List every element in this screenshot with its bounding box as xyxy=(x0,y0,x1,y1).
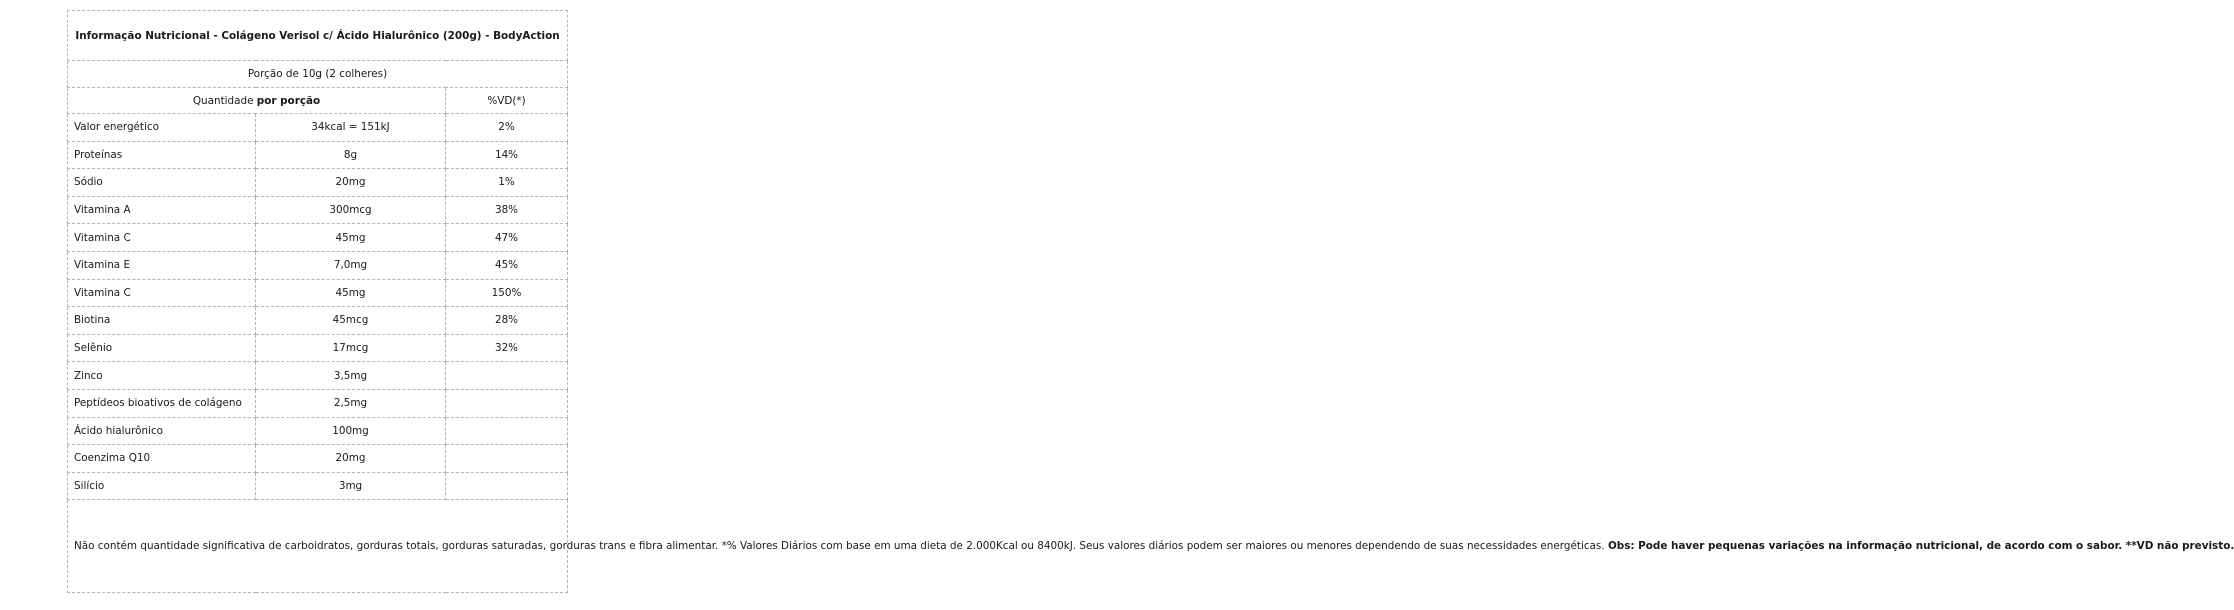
nutrient-quantity: 45mg xyxy=(256,279,446,307)
footnote xyxy=(68,500,2234,593)
nutrient-daily-value: 32% xyxy=(446,334,568,362)
nutrient-row xyxy=(68,389,568,417)
table-title: Informação Nutricional - Colágeno Verisol c/ Ácido Hialurônico (200g) - BodyAction xyxy=(68,11,568,61)
nutrient-name: Ácido hialurônico xyxy=(68,417,256,445)
nutrient-row xyxy=(68,224,568,252)
nutrient-quantity: 17mcg xyxy=(256,334,446,362)
nutrient-row xyxy=(68,169,568,197)
nutrient-quantity: 8g xyxy=(256,141,446,169)
nutrient-quantity: 3,5mg xyxy=(256,362,446,390)
nutrient-daily-value: 14% xyxy=(446,141,568,169)
nutrient-daily-value: 38% xyxy=(446,196,568,224)
nutrient-name: Vitamina A xyxy=(68,196,256,224)
nutrient-name: Biotina xyxy=(68,307,256,335)
nutrient-row xyxy=(68,445,568,473)
nutrient-row xyxy=(68,417,568,445)
nutrient-quantity: 45mg xyxy=(256,224,446,252)
nutrient-daily-value xyxy=(446,389,568,417)
nutrient-name: Zinco xyxy=(68,362,256,390)
nutrition-facts-table-container xyxy=(67,10,2234,593)
quantity-per-portion-header xyxy=(68,88,446,114)
nutrient-name: Sódio xyxy=(68,169,256,197)
footnote-notice: Obs: Pode haver pequenas variações na informação nutricional, de acordo com o sabor. **VD não previsto. xyxy=(1607,539,2234,552)
nutrient-quantity: 45mcg xyxy=(256,307,446,335)
nutrient-quantity: 300mcg xyxy=(256,196,446,224)
nutrient-daily-value: 1% xyxy=(446,169,568,197)
nutrient-quantity: 7,0mg xyxy=(256,251,446,279)
nutrient-row xyxy=(68,251,568,279)
nutrient-daily-value: 45% xyxy=(446,251,568,279)
nutrient-daily-value xyxy=(446,445,568,473)
nutrition-facts-table xyxy=(67,10,2234,593)
nutrient-name: Coenzima Q10 xyxy=(68,445,256,473)
nutrient-name: Silício xyxy=(68,472,256,500)
nutrient-daily-value: 28% xyxy=(446,307,568,335)
nutrient-name: Peptídeos bioativos de colágeno xyxy=(68,389,256,417)
nutrient-quantity: 2,5mg xyxy=(256,389,446,417)
nutrient-quantity: 34kcal = 151kJ xyxy=(256,114,446,142)
nutrient-row xyxy=(68,307,568,335)
nutrient-row xyxy=(68,196,568,224)
column-header-row xyxy=(68,88,568,114)
quantity-header-prefix: Quantidade xyxy=(192,94,257,107)
nutrient-row xyxy=(68,114,568,142)
nutrient-name: Selênio xyxy=(68,334,256,362)
daily-value-header: %VD(*) xyxy=(446,88,568,114)
nutrient-name: Valor energético xyxy=(68,114,256,142)
nutrient-row xyxy=(68,141,568,169)
nutrient-name: Vitamina C xyxy=(68,224,256,252)
nutrient-row xyxy=(68,472,568,500)
nutrient-quantity: 20mg xyxy=(256,169,446,197)
nutrient-row xyxy=(68,334,568,362)
nutrient-name: Vitamina E xyxy=(68,251,256,279)
portion-row xyxy=(68,61,568,88)
nutrient-row xyxy=(68,279,568,307)
nutrient-name: Proteínas xyxy=(68,141,256,169)
nutrient-row xyxy=(68,362,568,390)
footnote-text: Não contém quantidade significativa de carboidratos, gorduras totais, gorduras saturadas, gorduras trans e fibra alimentar. *% Valores Diários com base em uma dieta de 2.000Kcal ou 8400kJ. Seus valores diários podem ser maiores ou menores dependendo de suas necessidades energéticas. xyxy=(74,539,1608,552)
nutrient-quantity: 100mg xyxy=(256,417,446,445)
nutrient-quantity: 20mg xyxy=(256,445,446,473)
title-row xyxy=(68,11,568,61)
nutrient-name: Vitamina C xyxy=(68,279,256,307)
nutrient-daily-value: 2% xyxy=(446,114,568,142)
nutrient-quantity: 3mg xyxy=(256,472,446,500)
nutrient-daily-value xyxy=(446,362,568,390)
footnote-row xyxy=(68,500,568,593)
portion-size: Porção de 10g (2 colheres) xyxy=(68,61,568,88)
nutrient-daily-value: 47% xyxy=(446,224,568,252)
quantity-header-bold: por porção xyxy=(256,94,321,107)
nutrient-daily-value xyxy=(446,417,568,445)
nutrient-daily-value: 150% xyxy=(446,279,568,307)
nutrient-daily-value xyxy=(446,472,568,500)
